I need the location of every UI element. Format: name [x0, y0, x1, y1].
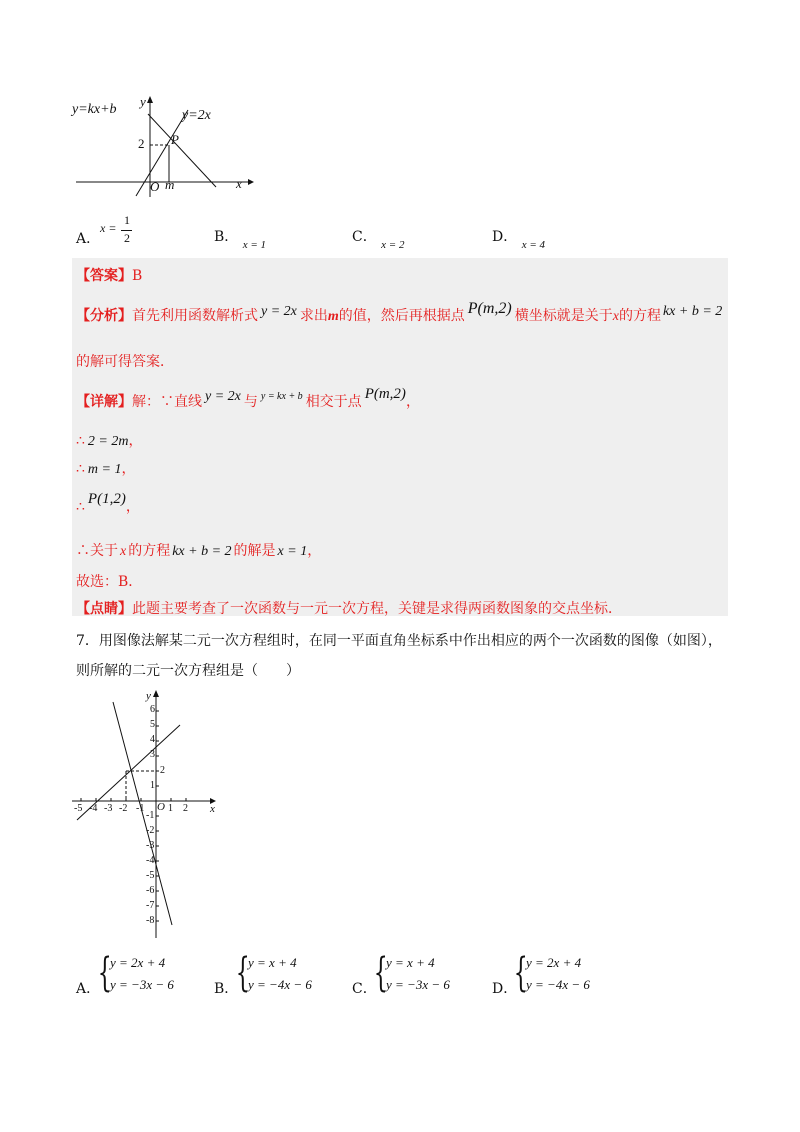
- equation-2: y = −4x − 6: [526, 977, 590, 992]
- q6-tick-m: m: [165, 177, 175, 192]
- step-1: [76, 430, 142, 450]
- y-tick-label: 1: [150, 780, 155, 791]
- y-tick-label: -8: [146, 915, 155, 926]
- option-value: x = 4: [521, 239, 545, 251]
- q7-x-axis-label: x: [210, 803, 215, 815]
- y-tick-label: -7: [146, 900, 155, 911]
- analysis-tag: 【分析】: [76, 308, 132, 324]
- comment-line: [76, 598, 622, 618]
- option-letter: B．: [214, 981, 239, 997]
- equation-system: [110, 952, 174, 996]
- y-tick-label: 2: [160, 765, 165, 776]
- answer-tag: 【答案】: [76, 268, 132, 284]
- therefore-symbol: ∴: [76, 499, 85, 515]
- option-letter: D．: [492, 981, 518, 997]
- comment-tag: 【点睛】: [76, 601, 132, 617]
- q6-option-b[interactable]: [214, 226, 314, 251]
- q7-y-axis-label: y: [146, 690, 151, 702]
- y-tick-label: -1: [146, 810, 155, 821]
- detail-text-2: 与: [243, 394, 258, 410]
- x-tick-label: 2: [183, 803, 188, 814]
- y-tick-label: -3: [146, 840, 155, 851]
- detail-comma: ，: [405, 394, 420, 410]
- answer-value: B: [132, 268, 143, 284]
- q6-option-d[interactable]: [492, 226, 592, 251]
- x-tick-label: -2: [119, 803, 128, 814]
- option-letter: A．: [76, 981, 101, 997]
- therefore-symbol: ∴: [76, 433, 85, 449]
- x-tick-label: -1: [136, 803, 145, 814]
- q6-point-p: P: [171, 132, 179, 147]
- step-3: [76, 491, 140, 516]
- y-tick-label: 6: [150, 704, 155, 715]
- choose-line: 故选：B．: [76, 574, 143, 590]
- step-comma: ，: [128, 433, 143, 449]
- step-4-text-c: 的解是: [233, 543, 276, 559]
- detail-tag: 【详解】: [76, 394, 132, 410]
- step-4-solution: x = 1: [277, 544, 308, 559]
- analysis-m: m: [327, 309, 339, 324]
- equation-system: [386, 952, 450, 996]
- q6-option-a[interactable]: [76, 213, 186, 249]
- therefore-symbol: ∴: [76, 461, 85, 477]
- q6-x-axis-label: x: [236, 176, 242, 191]
- analysis-x: x: [612, 309, 619, 324]
- brace: {: [97, 950, 112, 996]
- q6-y-axis-label: y: [140, 94, 146, 109]
- q7-option-a[interactable]: [76, 952, 206, 998]
- detail-eq-1: y = 2x: [205, 389, 241, 404]
- answer-line: [76, 265, 142, 285]
- analysis-text-5: 的方程: [618, 308, 661, 324]
- option-letter: B．: [214, 229, 239, 245]
- analysis-text-3: 的值，然后再根据点: [338, 308, 465, 324]
- x-tick-label: -4: [89, 803, 98, 814]
- q6-origin: O: [150, 179, 160, 194]
- fraction-numerator: 1: [124, 213, 130, 227]
- detail-text-1: 解：∵直线: [132, 394, 202, 410]
- equation-2: y = −4x − 6: [248, 977, 312, 992]
- q7-graph: [70, 690, 220, 940]
- step-4-text-b: 的方程: [128, 543, 171, 559]
- detail-eq-2: y = kx + b: [260, 391, 303, 402]
- y-tick-label: -4: [146, 855, 155, 866]
- equation-1: y = 2x + 4: [110, 955, 166, 970]
- x-tick-label: -5: [74, 803, 83, 814]
- analysis-text-2: 求出: [299, 308, 328, 324]
- q7-option-b[interactable]: [214, 952, 344, 998]
- step-2-eq: m = 1: [87, 462, 122, 477]
- equation-system: [248, 952, 312, 996]
- q6-graph: [70, 94, 260, 199]
- q6-label-kxb: y=kx+b: [72, 102, 117, 117]
- step-4: [76, 540, 321, 560]
- equation-1: y = x + 4: [386, 955, 435, 970]
- x-tick-label: -3: [104, 803, 113, 814]
- q7-text-line-2: 则所解的二元一次方程组是（ ）: [76, 663, 300, 679]
- option-letter: C．: [352, 229, 377, 245]
- detail-point: P(m,2): [364, 386, 406, 402]
- equation-1: y = 2x + 4: [526, 955, 582, 970]
- therefore-symbol: ∴: [76, 543, 90, 559]
- brace: {: [235, 950, 250, 996]
- analysis-line-2: 的解可得答案．: [76, 354, 174, 370]
- q7-option-c[interactable]: [352, 952, 482, 998]
- y-tick-label: 4: [150, 734, 155, 745]
- step-4-text-a: 关于: [90, 543, 118, 559]
- fraction-denominator: 2: [124, 231, 130, 245]
- q6-label-2x: y=2x: [182, 108, 211, 123]
- q7-graph-svg: [70, 690, 220, 940]
- detail-line: [76, 386, 420, 411]
- analysis-eq-1: y = 2x: [261, 304, 297, 319]
- detail-text-3: 相交于点: [305, 394, 362, 410]
- q7-origin: O: [157, 801, 165, 813]
- analysis-eq-2: kx + b = 2: [662, 304, 723, 319]
- brace: {: [373, 950, 388, 996]
- comment-text: 此题主要考查了一次函数与一元一次方程，关键是求得两函数图象的交点坐标．: [132, 601, 622, 617]
- analysis-text-4: 横坐标就是关于: [514, 308, 613, 324]
- analysis-point: P(m,2): [467, 300, 512, 317]
- step-4-eq: kx + b = 2: [172, 544, 232, 559]
- brace: {: [513, 950, 528, 996]
- analysis-text-1: 首先利用函数解析式: [132, 308, 258, 324]
- step-comma: ，: [125, 499, 140, 515]
- y-tick-label: 3: [150, 749, 155, 760]
- option-letter: A．: [76, 231, 101, 247]
- option-letter: D．: [492, 229, 518, 245]
- equation-2: y = −3x − 6: [110, 977, 174, 992]
- step-1-eq: 2 = 2m: [87, 434, 129, 449]
- step-2: [76, 458, 135, 478]
- option-value: x = 1: [242, 239, 267, 251]
- option-lhs: x =: [100, 221, 117, 235]
- y-tick-label: -6: [146, 885, 155, 896]
- y-tick-label: 5: [150, 719, 155, 730]
- step-comma: ，: [121, 461, 136, 477]
- y-tick-label: -5: [146, 870, 155, 881]
- q6-tick-2: 2: [138, 136, 145, 151]
- q7-text-line-1: 7．用图像法解某二元一次方程组时，在同一平面直角坐标系中作出相应的两个一次函数的图像（如图），: [76, 633, 722, 649]
- equation-2: y = −3x − 6: [386, 977, 450, 992]
- option-value: x = 2: [381, 239, 405, 251]
- x-tick-label: 1: [168, 803, 173, 814]
- q6-option-c[interactable]: [352, 226, 452, 251]
- step-comma: ，: [307, 543, 322, 559]
- y-tick-label: -2: [146, 825, 155, 836]
- q7-option-d[interactable]: [492, 952, 622, 998]
- option-letter: C．: [352, 981, 377, 997]
- equation-system: [526, 952, 590, 996]
- step-4-x: x: [120, 544, 127, 559]
- analysis-line: [76, 300, 723, 325]
- equation-1: y = x + 4: [248, 955, 297, 970]
- step-3-point: P(1,2): [87, 491, 126, 507]
